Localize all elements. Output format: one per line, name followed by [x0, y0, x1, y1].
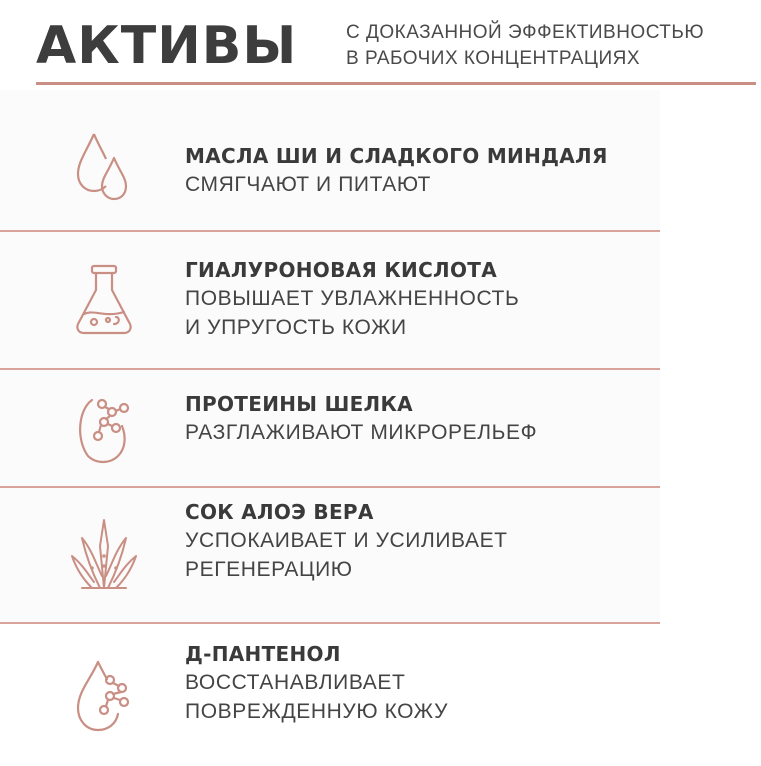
item-desc-line-2: И УПРУГОСТЬ КОЖИ [185, 316, 407, 339]
item-name: МАСЛА ШИ И СЛАДКОГО МИНДАЛЯ [185, 144, 608, 168]
oil-drops-icon [70, 128, 138, 204]
aloe-icon [70, 516, 138, 592]
page-subtitle [346, 20, 704, 72]
subtitle-line-1: С ДОКАЗАННОЙ ЭФФЕКТИВНОСТЬЮ [346, 22, 705, 43]
list-item [0, 488, 660, 624]
item-text [185, 498, 508, 584]
list-item [0, 90, 660, 232]
list-item [0, 370, 660, 488]
item-name: ПРОТЕИНЫ ШЕЛКА [185, 392, 413, 416]
item-desc-line-1: РАЗГЛАЖИВАЮТ МИКРОРЕЛЬЕФ [185, 421, 538, 444]
list-item [0, 232, 660, 370]
header [36, 8, 756, 88]
silk-molecule-icon [70, 390, 138, 466]
item-name: ГИАЛУРОНОВАЯ КИСЛОТА [185, 258, 497, 282]
item-text [185, 390, 537, 447]
header-divider [36, 82, 756, 85]
item-desc-line-1: ПОВЫШАЕТ УВЛАЖНЕННОСТЬ [185, 287, 520, 310]
item-text [185, 640, 448, 726]
subtitle-line-2: В РАБОЧИХ КОНЦЕНТРАЦИЯХ [346, 48, 641, 69]
flask-icon [70, 262, 138, 338]
item-desc-line-1: ВОССТАНАВЛИВАЕТ [185, 671, 406, 694]
page-title: АКТИВЫ [36, 16, 298, 76]
item-text [185, 256, 519, 342]
list-item [0, 624, 660, 766]
item-name: СОК АЛОЭ ВЕРА [185, 500, 374, 524]
item-desc-line-2: ПОВРЕЖДЕННУЮ КОЖУ [185, 700, 449, 723]
item-name: Д-ПАНТЕНОЛ [185, 642, 341, 666]
item-desc-line-1: СМЯГЧАЮТ И ПИТАЮТ [185, 173, 431, 196]
item-desc-line-2: РЕГЕНЕРАЦИЮ [185, 558, 353, 581]
drop-molecule-icon [70, 658, 138, 734]
item-desc-line-1: УСПОКАИВАЕТ И УСИЛИВАЕТ [185, 529, 508, 552]
item-text [185, 142, 608, 199]
